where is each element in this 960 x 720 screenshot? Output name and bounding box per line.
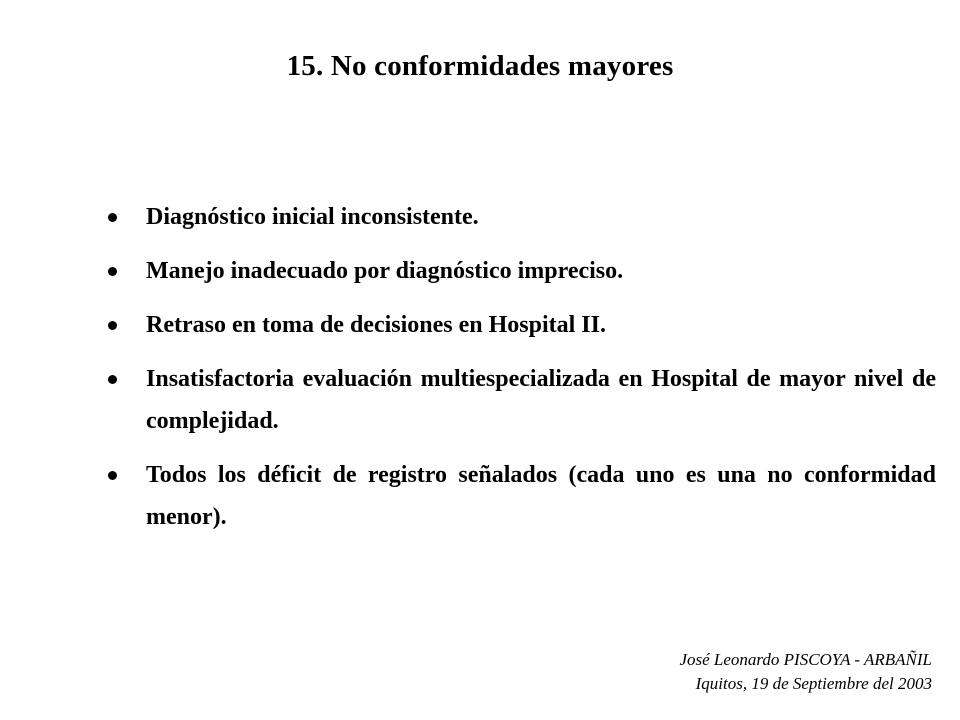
bullet-text: Manejo inadecuado por diagnóstico impreciso. — [146, 258, 624, 284]
bullet-dot-icon — [108, 471, 117, 480]
footer-author: José Leonardo PISCOYA - ARBAÑIL — [679, 650, 932, 669]
bullet-text: Insatisfactoria evaluación multiespecializada en Hospital de mayor nivel de complejidad. — [146, 366, 936, 434]
bullet-list — [100, 196, 936, 538]
bullet-text: Todos los déficit de registro señalados (cada uno es una no conformidad menor). — [146, 462, 936, 530]
bullet-item — [100, 454, 936, 538]
bullet-dot-icon — [108, 375, 117, 384]
bullet-dot-icon — [108, 213, 117, 222]
bullet-text: Retraso en toma de decisiones en Hospital II. — [146, 312, 606, 338]
bullet-dot-icon — [108, 267, 117, 276]
bullet-dot-icon — [108, 321, 117, 330]
bullet-item — [100, 250, 936, 292]
bullet-item — [100, 196, 936, 238]
bullet-text: Diagnóstico inicial inconsistente. — [146, 204, 479, 230]
slide-title: 15. No conformidades mayores — [286, 50, 674, 82]
footer — [679, 648, 932, 696]
bullet-item — [100, 358, 936, 442]
footer-place-date: Iquitos, 19 de Septiembre del 2003 — [695, 674, 932, 693]
bullet-item — [100, 304, 936, 346]
